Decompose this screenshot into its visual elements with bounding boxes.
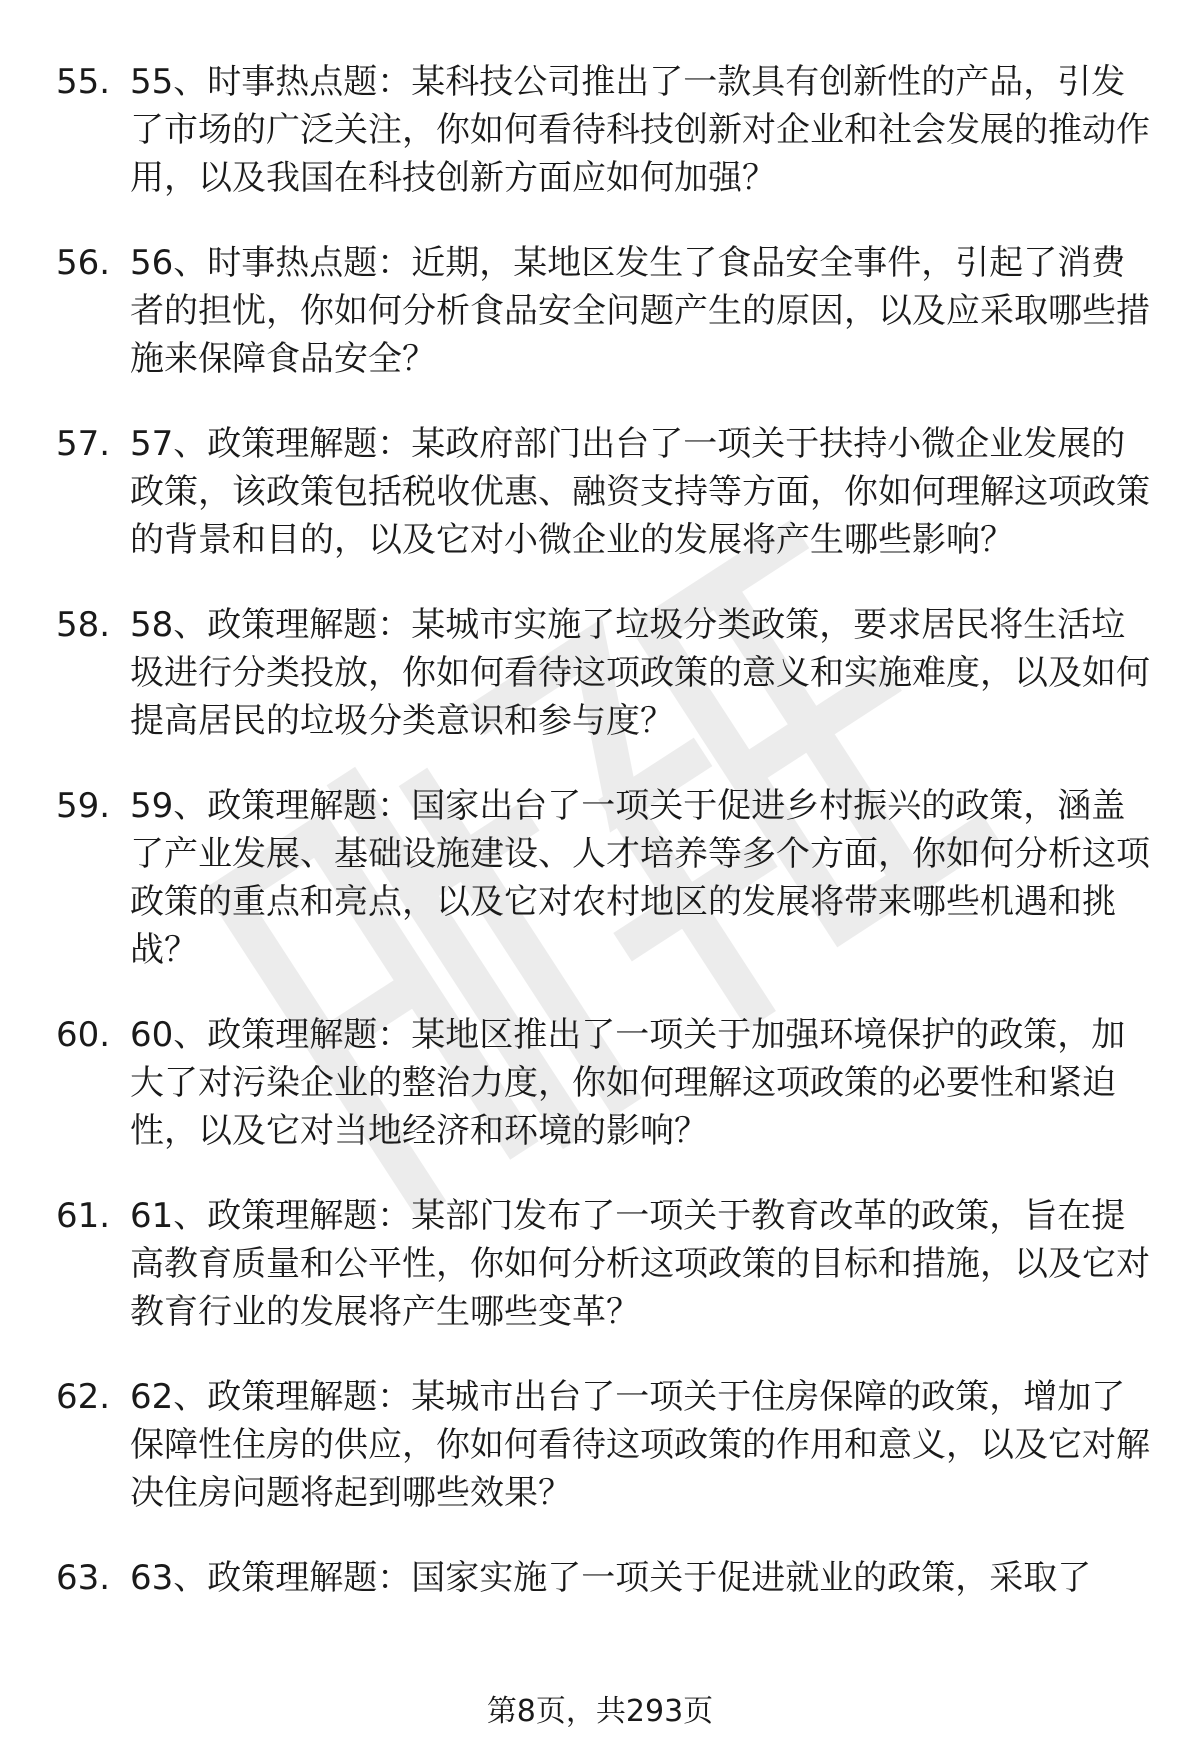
question-text: 61、政策理解题：某部门发布了一项关于教育改革的政策，旨在提高教育质量和公平性，你如何分析这项政策的目标和措施，以及它对教育行业的发展将产生哪些变革？ — [130, 1196, 1150, 1332]
question-text: 62、政策理解题：某城市出台了一项关于住房保障的政策，增加了保障性住房的供应，你如何看待这项政策的作用和意义，以及它对解决住房问题将起到哪些效果？ — [130, 1377, 1150, 1513]
list-item — [56, 239, 1156, 383]
question-text: 60、政策理解题：某地区推出了一项关于加强环境保护的政策，加大了对污染企业的整治力度，你如何理解这项政策的必要性和紧迫性，以及它对当地经济和环境的影响？ — [130, 1015, 1126, 1151]
list-item — [56, 601, 1156, 745]
question-list — [56, 58, 1156, 1639]
question-text: 55、时事热点题：某科技公司推出了一款具有创新性的产品，引发了市场的广泛关注，你如何看待科技创新对企业和社会发展的推动作用，以及我国在科技创新方面应如何加强？ — [130, 62, 1150, 198]
question-text: 58、政策理解题：某城市实施了垃圾分类政策，要求居民将生活垃圾进行分类投放，你如何看待这项政策的意义和实施难度，以及如何提高居民的垃圾分类意识和参与度？ — [130, 605, 1150, 741]
list-item — [56, 420, 1156, 564]
list-item — [56, 1373, 1156, 1517]
question-text: 56、时事热点题：近期，某地区发生了食品安全事件，引起了消费者的担忧，你如何分析食品安全问题产生的原因，以及应采取哪些措施来保障食品安全？ — [130, 243, 1150, 379]
question-text: 57、政策理解题：某政府部门出台了一项关于扶持小微企业发展的政策，该政策包括税收优惠、融资支持等方面，你如何理解这项政策的背景和目的，以及它对小微企业的发展将产生哪些影响？ — [130, 424, 1150, 560]
list-item — [56, 58, 1156, 202]
list-item — [56, 782, 1156, 974]
list-item — [56, 1554, 1156, 1602]
question-text: 63、政策理解题：国家实施了一项关于促进就业的政策，采取了 — [130, 1558, 1092, 1598]
list-item — [56, 1011, 1156, 1155]
question-number: 58. — [56, 605, 111, 645]
question-number: 60. — [56, 1015, 111, 1055]
question-number: 57. — [56, 424, 111, 464]
question-number: 55. — [56, 62, 111, 102]
question-number: 59. — [56, 786, 111, 826]
question-number: 61. — [56, 1196, 111, 1236]
question-number: 62. — [56, 1377, 111, 1417]
question-text: 59、政策理解题：国家出台了一项关于促进乡村振兴的政策，涵盖了产业发展、基础设施建设、人才培养等多个方面，你如何分析这项政策的重点和亮点，以及它对农村地区的发展将带来哪些机遇和挑战？ — [130, 786, 1150, 970]
page-footer: 第8页，共293页 — [486, 1694, 714, 1729]
list-item — [56, 1192, 1156, 1336]
question-number: 63. — [56, 1558, 111, 1598]
question-number: 56. — [56, 243, 111, 283]
